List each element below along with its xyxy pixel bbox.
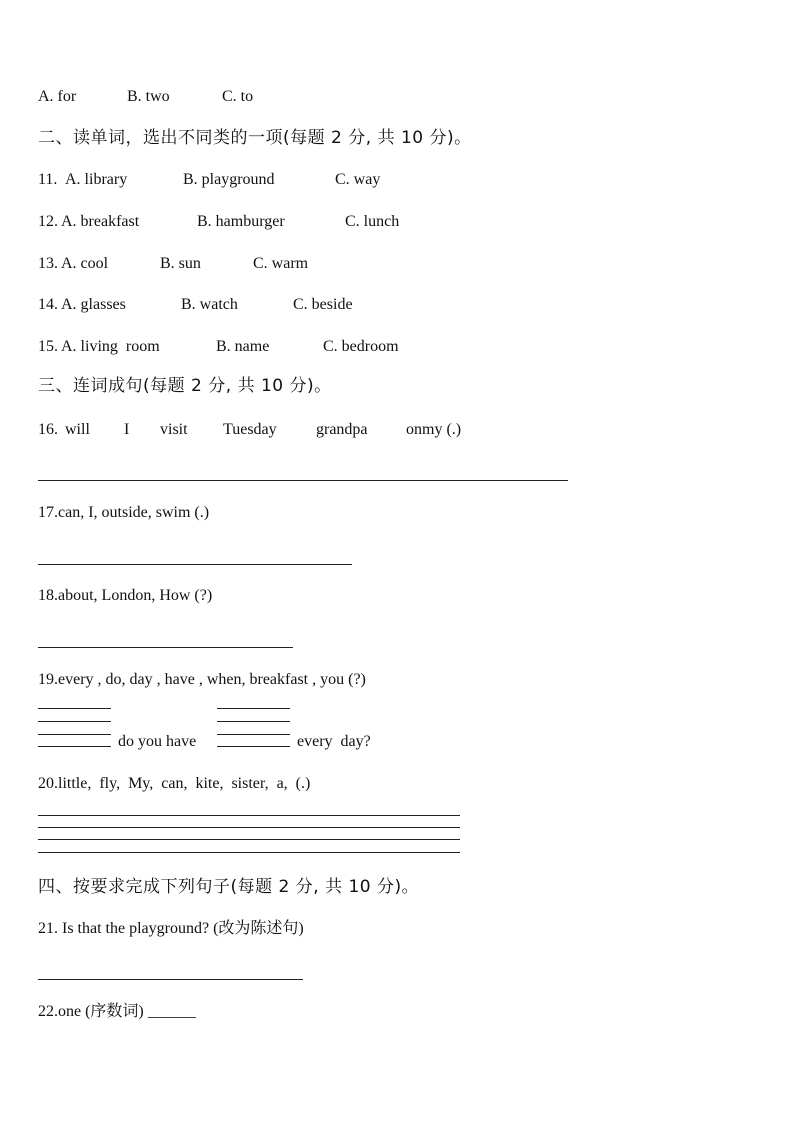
option-c: C. warm	[253, 255, 309, 272]
answer-line[interactable]	[38, 647, 293, 648]
section-4-heading: 四、按要求完成下列句子(每题 2 分, 共 10 分)。	[38, 877, 420, 897]
question-19-middle-text: do you have	[118, 733, 197, 750]
option-a: A. living room	[61, 338, 160, 355]
option-b: B. two	[127, 88, 170, 105]
answer-line[interactable]	[217, 746, 290, 747]
question-number: 13.	[38, 255, 58, 272]
answer-line[interactable]	[38, 734, 111, 735]
option-a: A. glasses	[61, 296, 126, 313]
question-number: 11.	[38, 171, 58, 188]
answer-line[interactable]	[38, 852, 460, 853]
section-2-heading: 二、读单词，选出不同类的一项(每题 2 分, 共 10 分)。	[38, 128, 472, 148]
answer-line[interactable]	[217, 734, 290, 735]
option-c: C. lunch	[345, 213, 400, 230]
word: onmy (.)	[406, 421, 462, 438]
answer-line[interactable]	[38, 480, 568, 481]
question-number: 14.	[38, 296, 58, 313]
answer-line[interactable]	[217, 708, 290, 709]
question-number: 16.	[38, 421, 58, 438]
question-19-end-text: every day?	[297, 733, 371, 750]
option-b: B. hamburger	[197, 213, 285, 230]
answer-line[interactable]	[38, 746, 111, 747]
option-b: B. sun	[160, 255, 201, 272]
question-22: 22.one (序数词) ______	[38, 1003, 196, 1020]
section-3-heading: 三、连词成句(每题 2 分, 共 10 分)。	[38, 376, 332, 396]
answer-line[interactable]	[38, 979, 303, 980]
answer-line[interactable]	[38, 564, 352, 565]
option-a: A. breakfast	[61, 213, 140, 230]
question-number: 12.	[38, 213, 58, 230]
question-21: 21. Is that the playground? (改为陈述句)	[38, 920, 304, 937]
option-c: C. way	[335, 171, 381, 188]
question-20: 20.little, fly, My, can, kite, sister, a, (.)	[38, 775, 311, 792]
option-c: C. to	[222, 88, 254, 105]
word: visit	[160, 421, 188, 438]
answer-line[interactable]	[38, 827, 460, 828]
option-c: C. bedroom	[323, 338, 399, 355]
word: will	[65, 421, 90, 438]
option-b: B. playground	[183, 171, 275, 188]
word: grandpa	[316, 421, 368, 438]
answer-line[interactable]	[38, 815, 460, 816]
option-a: A. library	[65, 171, 128, 188]
answer-line[interactable]	[38, 708, 111, 709]
option-a: A. cool	[61, 255, 109, 272]
option-b: B. name	[216, 338, 270, 355]
question-18: 18.about, London, How (?)	[38, 587, 213, 604]
answer-line[interactable]	[38, 721, 111, 722]
answer-line[interactable]	[217, 721, 290, 722]
word: Tuesday	[223, 421, 277, 438]
answer-line[interactable]	[38, 839, 460, 840]
question-number: 15.	[38, 338, 58, 355]
question-19: 19.every , do, day , have , when, breakfast , you (?)	[38, 671, 366, 688]
option-a: A. for	[38, 88, 77, 105]
question-17: 17.can, I, outside, swim (.)	[38, 504, 210, 521]
option-b: B. watch	[181, 296, 238, 313]
word: I	[124, 421, 130, 438]
option-c: C. beside	[293, 296, 353, 313]
